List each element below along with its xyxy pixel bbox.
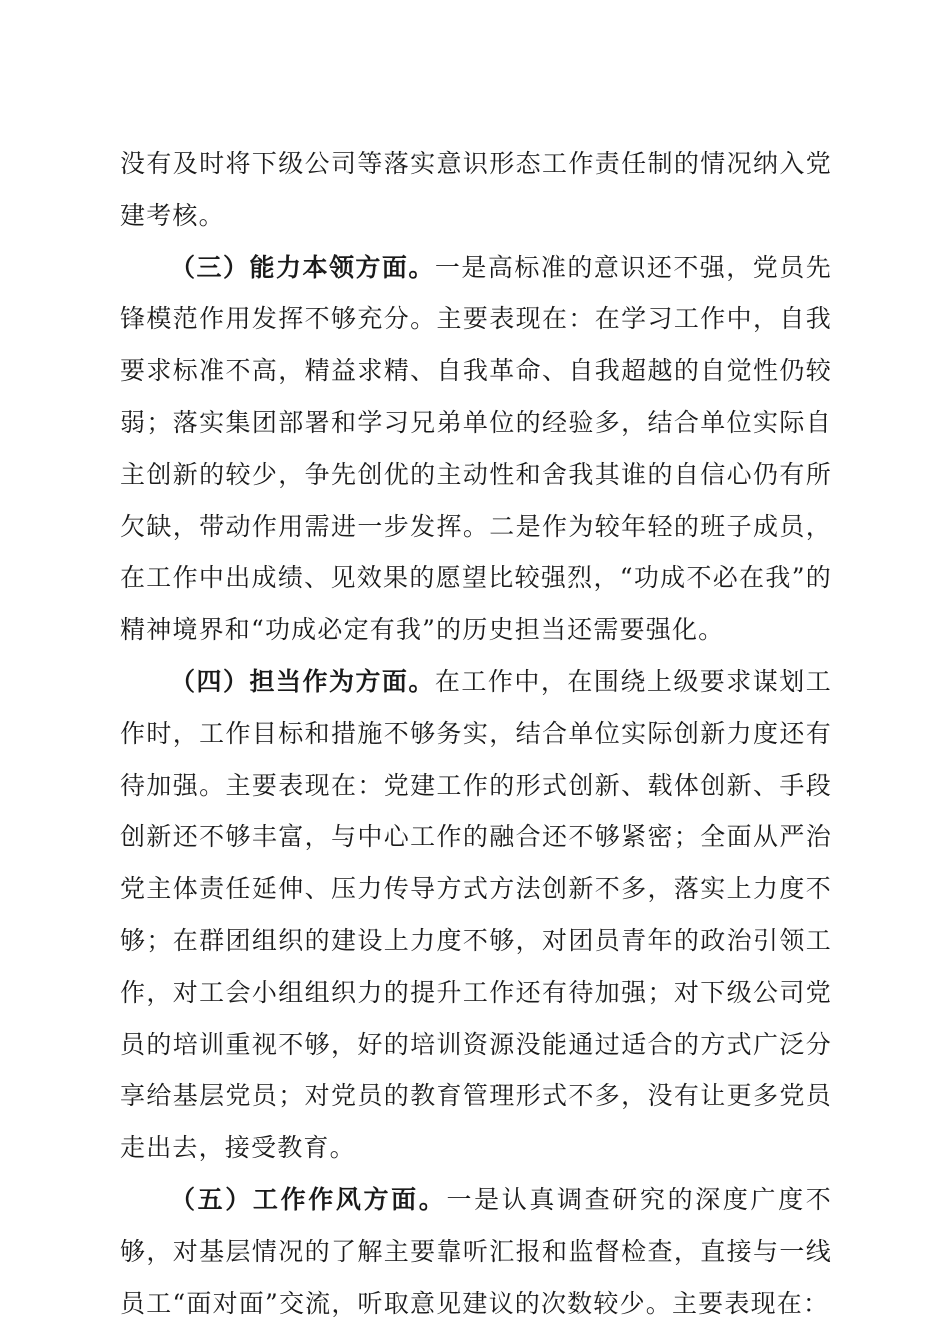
paragraph-heading: （四）担当作为方面。 — [170, 666, 435, 696]
paragraph-body: 一是高标准的意识还不强，党员先锋模范作用发挥不够充分。主要表现在：在学习工作中，自我要求标准不高，精益求精、自我革命、自我超越的自觉性仍较弱；落实集团部署和学习兄弟单位的经验多，结合单位实际自主创新的较少，争先创优的主动性和舍我其谁的自信心仍有所欠缺，带动作用需进一步发挥。二是作为较年轻的班子成员，在工作中出成绩、见效果的愿望比较强烈，“功成不必在我”的精神境界和“功成必定有我”的历史担当还需要强化。 — [120, 252, 832, 645]
document-body — [120, 138, 832, 1329]
paragraph-responsibility — [120, 656, 832, 1174]
paragraph-body: 没有及时将下级公司等落实意识形态工作责任制的情况纳入党建考核。 — [120, 149, 832, 230]
paragraph-body: 一是认真调查研究的深度广度不够，对基层情况的了解主要靠听汇报和监督检查，直接与一线员工“面对面”交流，听取意见建议的次数较少。主要表现在： — [120, 1184, 832, 1318]
paragraph-heading: （五）工作作风方面。 — [170, 1184, 447, 1214]
paragraph-body: 在工作中，在围绕上级要求谋划工作时，工作目标和措施不够务实，结合单位实际创新力度还有待加强。主要表现在：党建工作的形式创新、载体创新、手段创新还不够丰富，与中心工作的融合还不够紧密；全面从严治党主体责任延伸、压力传导方式方法创新不多，落实上力度不够；在群团组织的建设上力度不够，对团员青年的政治引领工作，对工会小组组织力的提升工作还有待加强；对下级公司党员的培训重视不够，好的培训资源没能通过适合的方式广泛分享给基层党员；对党员的教育管理形式不多，没有让更多党员走出去，接受教育。 — [120, 666, 832, 1163]
paragraph-continuation — [120, 138, 832, 242]
paragraph-ability — [120, 242, 832, 656]
paragraph-heading: （三）能力本领方面。 — [170, 252, 435, 282]
paragraph-work-style — [120, 1174, 832, 1329]
